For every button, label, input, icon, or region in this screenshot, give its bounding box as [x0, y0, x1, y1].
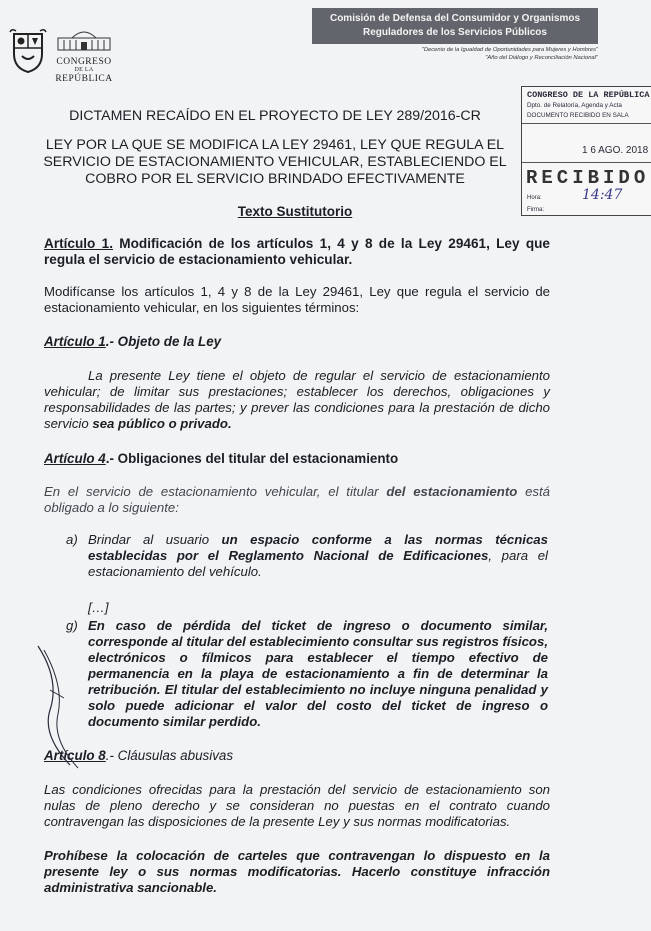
stamp-line2: Dpto. de Relatoría, Agenda y Acta [527, 102, 622, 109]
congreso-logo [54, 26, 114, 84]
stamp-hora-value: 14:47 [582, 187, 623, 203]
stamp-line3: DOCUMENTO RECIBIDO EN SALA [527, 112, 629, 119]
article-1-heading-text: Modificación de los artículos 1, 4 y 8 de la Ley 29461, Ley que regula el servicio de estacionamiento vehicular. [44, 236, 550, 267]
list-item-g-label: g) [66, 618, 78, 633]
law-article-1-heading [44, 334, 550, 350]
law-article-4-intro-end: está obligado a lo siguiente: [44, 484, 550, 515]
article-1-label: Artículo 1. [44, 236, 113, 251]
article-1-heading [44, 236, 550, 268]
list-item-g [66, 618, 548, 730]
law-article-4-heading-text: .- Obligaciones del titular del estacionamiento [105, 451, 399, 466]
law-article-4-intro [44, 484, 550, 516]
handwritten-signature-icon [30, 640, 110, 770]
list-item-a-text: Brindar al usuario [88, 532, 222, 547]
law-article-4-intro-text: En el servicio de estacionamiento vehicular, el titular [44, 484, 387, 499]
law-title-line3: COBRO POR EL SERVICIO BRINDADO EFECTIVAMENTE [85, 171, 465, 187]
stamp-divider [522, 123, 651, 124]
law-article-1-body [44, 368, 550, 432]
law-title-line2: SERVICIO DE ESTACIONAMIENTO VEHICULAR, ESTABLECIENDO EL [43, 154, 507, 170]
commission-line1: Comisión de Defensa del Consumidor y Organismos [329, 13, 581, 24]
law-article-4-heading [44, 451, 550, 467]
institution-name-line2: DE LA [74, 67, 94, 73]
ellipsis: […] [88, 600, 109, 615]
law-article-8-final: Prohíbese la colocación de carteles que contravengan lo dispuesto en la presente ley o sus normas modificatorias. Hacerlo constituye infracción administrativa sancionable. [44, 848, 550, 895]
law-title-line1: LEY POR LA QUE SE MODIFICA LA LEY 29461, LEY QUE REGULA EL [45, 137, 505, 153]
commission-banner [312, 8, 598, 44]
law-article-4-intro-bold: del estacionamiento [386, 484, 518, 499]
law-article-1-body-bold: sea público o privado. [92, 416, 232, 431]
reception-stamp [521, 86, 651, 216]
stamp-recibido: RECIBIDO [526, 167, 650, 189]
decenio-line: "Decenio de la Igualdad de Oportunidades para Mujeres y Hombres" [421, 47, 598, 53]
list-item-g-text: En caso de pérdida del ticket de ingreso o documento similar, corresponde al titular del establecimiento consultar sus registros físicos, electrónicos o fílmicos para establecer el tiempo efectivo de permanencia en la playa de estacionamiento a fin de determinar la retribución. El titular del establecimiento no incluye ninguna penalidad y solo puede adicionar el valor del costo del ticket de ingreso o documento similar perdido. [88, 618, 548, 729]
anio-line: "Año del Diálogo y Reconciliación Nacional" [485, 55, 598, 61]
congress-building-icon [54, 26, 114, 52]
list-item-a-label: a) [66, 532, 78, 547]
law-article-1-heading-text: .- Objeto de la Ley [105, 334, 222, 349]
institution-name-line3: REPÚBLICA [55, 74, 113, 84]
law-title [40, 137, 510, 188]
stamp-firma-label: Firma: [527, 207, 544, 213]
list-item-a-end: , para el estacionamiento del vehículo. [88, 548, 548, 579]
document-title: DICTAMEN RECAÍDO EN EL PROYECTO DE LEY 289/2016-CR [69, 108, 481, 124]
commission-line2: Reguladores de los Servicios Públicos [363, 27, 547, 38]
stamp-divider [522, 162, 651, 163]
stamp-hora-label: Hora: [527, 195, 542, 201]
law-article-1-label: Artículo 1 [44, 334, 106, 349]
decenio-text [372, 46, 598, 62]
law-article-8-heading [44, 748, 550, 764]
law-article-1-body-text: La presente Ley tiene el objeto de regular el servicio de estacionamiento vehicular; de limitar sus prestaciones; establecer los derechos, obligaciones y responsabilidades de las partes; y prever las condiciones para la prestación de dicho servicio [44, 368, 550, 431]
law-article-8-body: Las condiciones ofrecidas para la prestación del servicio de estacionamiento son nulas de pleno derecho y se consideran no puestas en el contrato cuando contravengan las disposiciones de la presente Ley y sus normas modificatorias. [44, 782, 550, 829]
subtitle-text: Texto Sustitutorio [237, 204, 353, 219]
stamp-date: 1 6 AGO. 2018 [582, 145, 649, 156]
coat-of-arms-icon [8, 28, 48, 74]
law-article-4-label: Artículo 4 [44, 451, 106, 466]
list-item-a-bold: un espacio conforme a las normas técnicas establecidas por el Reglamento Nacional de Edificaciones [88, 532, 548, 563]
subtitle [40, 204, 550, 220]
article-1-body: Modifícanse los artículos 1, 4 y 8 de la Ley 29461, Ley que regula el servicio de estacionamiento vehicular, en los siguientes términos: [44, 284, 550, 315]
law-article-8-label: Artículo 8 [44, 748, 106, 763]
list-item-a [66, 532, 548, 580]
institution-name-line1: CONGRESO [56, 57, 112, 67]
law-article-8-heading-text: .- Cláusulas abusivas [105, 748, 234, 763]
stamp-line1: CONGRESO DE LA REPÚBLICA [527, 90, 650, 100]
